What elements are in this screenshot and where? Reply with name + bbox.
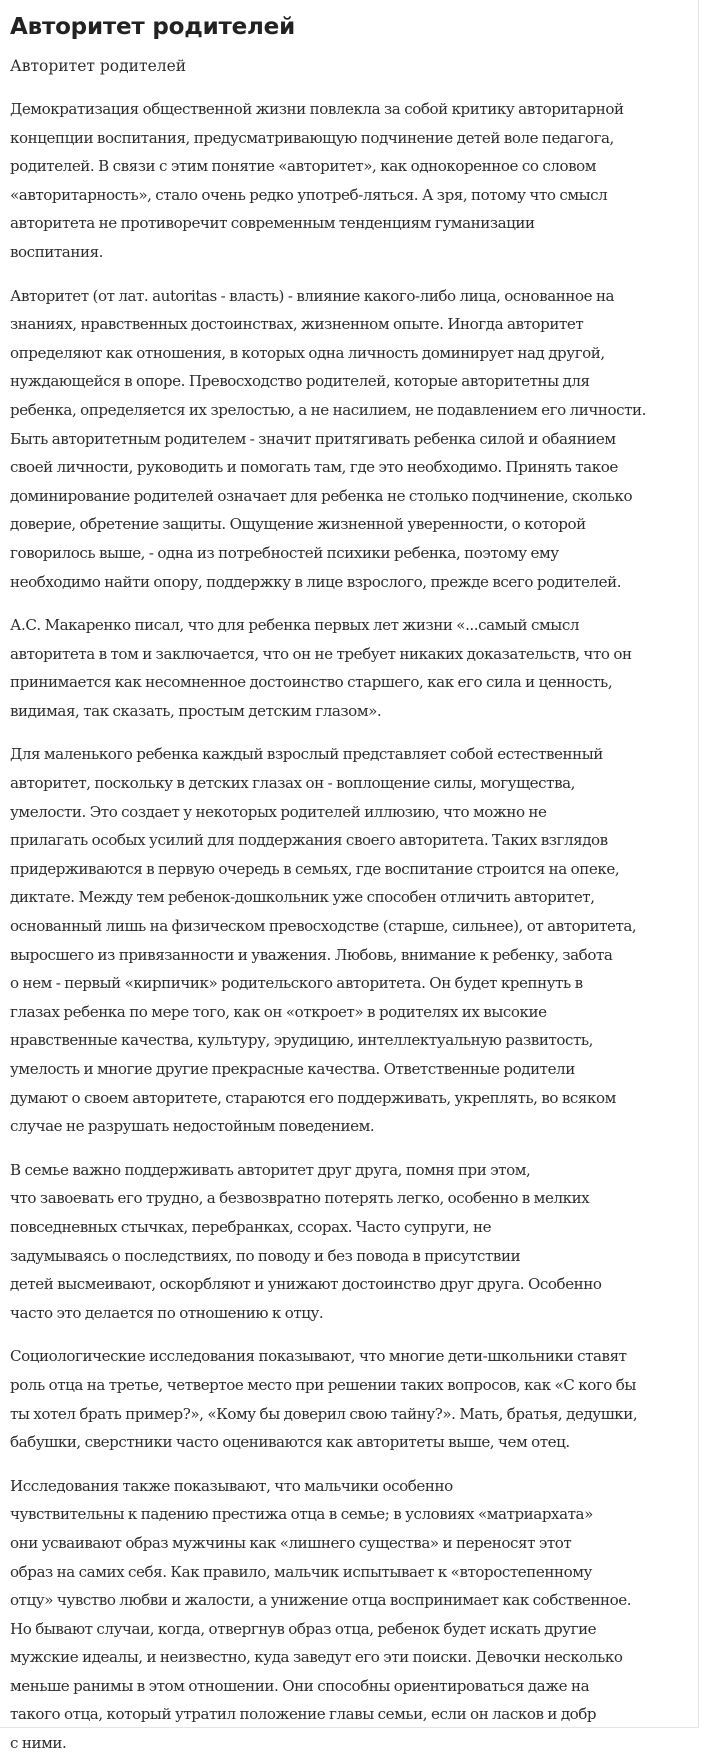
paragraph: В семье важно поддерживать авторитет друг друга, помня при этом, что завоевать его трудно, а безвозвратно потерять легко, особенно в мелких повседневных стычках, перебранках, ссорах. Часто супруги, не задумываясь о последствиях, по поводу и без повода в присутствии детей высмеивают, оскорбляют и унижают достоинство друг друга. Особенно часто это делается по отношению к отцу. bbox=[10, 1160, 602, 1322]
paragraph: А.С. Макаренко писал, что для ребенка первых лет жизни «...самый смысл авторитета в том и заключается, что он не требует никаких доказательств, что он принимается как несомненное достоинство старшего, как его сила и ценность, видимая, так сказать, простым детским глазом». bbox=[10, 616, 632, 720]
paragraph: Для маленького ребенка каждый взрослый представляет собой естественный авторитет, поскольку в детских глазах он - воплощение силы, могущества, умелости. Это создает у некоторых родителей иллюзию, что можно не прилагать особых усилий для поддержания своего авторитета. Таких взглядов придерживаются в первую очередь в семьях, где воспитание строится на опеке, диктате. Между тем ребенок-дошкольник уже способен отличить авторитет, основанный лишь на физическом превосходстве (старше, сильнее), от авторитета, выросшего из привязанности и уважения. Любовь, внимание к ребенку, забота о нем - первый «кирпичик» родительского авторитета. Он будет крепнуть в глазах ребенка по мере того, как он «откроет» в родителях их высокие нравственные качества, культуру, эрудицию, интеллектуальную развитость, умелость и многие другие прекрасные качества. Ответственные родители думают о своем авторитете, стараются его поддерживать, укреплять, во всяком случае не разрушать недостойным поведением. bbox=[10, 745, 637, 1136]
paragraph: Социологические исследования показывают, что многие дети-школьники ставят роль отца на третье, четвертое место при решении таких вопросов, как «С кого бы ты хотел брать пример?», «Кому бы доверил свою тайну?». Мать, братья, дедушки, бабушки, сверстники часто оцениваются как авторитеты выше, чем отец. bbox=[10, 1347, 638, 1452]
paragraph: Авторитет (от лат. autoritas - власть) - влияние какого-либо лица, основанное на знаниях, нравственных достоинствах, жизненном опыте. Иногда авторитет определяют как отношения, в которых одна личность доминирует над другой, нуждающейся в опоре. Превосходство родителей, которые авторитетны для ребенка, определяется их зрелостью, а не насилием, не подавлением его личности. Быть авторитетным родителем - значит притягивать ребенка силой и обаянием своей личности, руководить и помогать там, где это необходимо. Принять такое доминирование родителей означает для ребенка не столько подчинение, сколько доверие, обретение защиты. Ощущение жизненной уверенности, о которой говорилось выше, - одна из потребностей психики ребенка, поэтому ему необходимо найти опору, поддержку в лице взрослого, прежде всего родителей. bbox=[10, 286, 646, 591]
paragraph: Демократизация общественной жизни повлекла за собой критику авторитарной концепции воспитания, предусматривающую подчинение детей воле педагога, родителей. В связи с этим понятие «авторитет», как однокоренное со словом «авторитарность», стало очень редко употреб-ляться. А зря, потому что смысл авторитета не противоречит современным тенденциям гуманизации воспитания. bbox=[10, 100, 624, 261]
article-subtitle: Авторитет родителей bbox=[10, 57, 187, 75]
paragraph: Исследования также показывают, что мальчики особенно чувствительны к падению престижа отца в семье; в условиях «матриархата» они усваивают образ мужчины как «лишнего существа» и переносят этот образ на самих себя. Как правило, мальчик испытывает к «второстепенному отцу» чувство любви и жалости, а унижение отца воспринимает как собственное. Но бывают случаи, когда, отвергнув образ отца, ребенок будет искать другие мужские идеалы, и неизвестно, куда заведут его эти поиски. Девочки несколько меньше ранимы в этом отношении. Они способны ориентироваться даже на такого отца, который утратил положение главы семьи, если он ласков и добр с ними. bbox=[10, 1476, 632, 1753]
page-title: Авторитет родителей bbox=[10, 14, 295, 40]
